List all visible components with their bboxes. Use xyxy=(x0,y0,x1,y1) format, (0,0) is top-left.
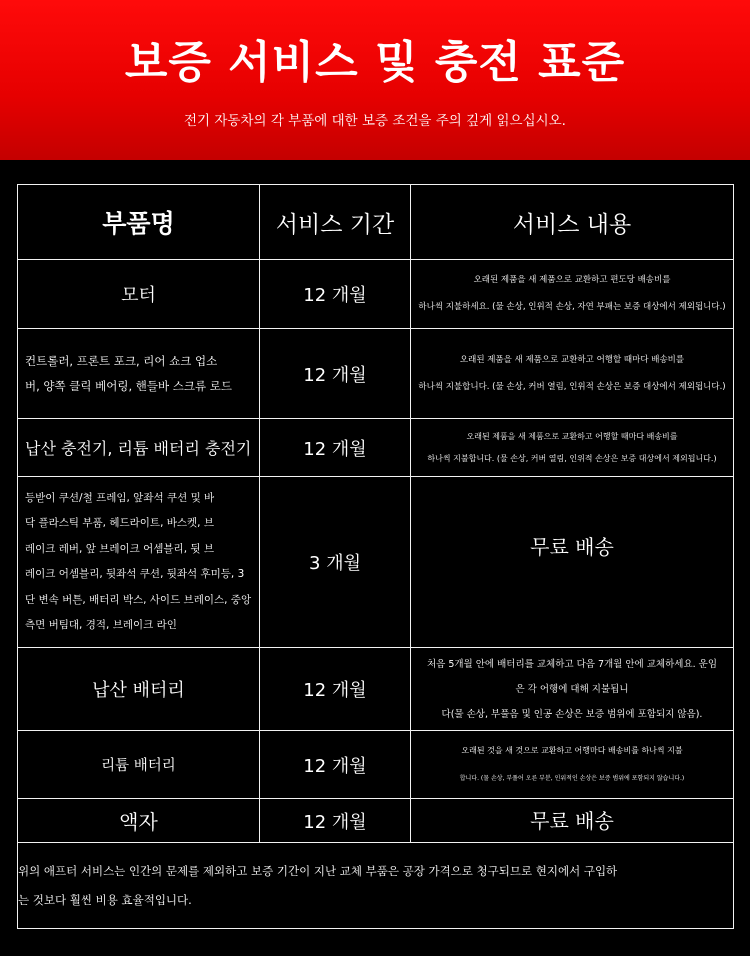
table-row xyxy=(18,648,734,731)
service-content-cell xyxy=(411,731,734,799)
page-subtitle: 전기 자동차의 각 부품에 대한 보증 조건을 주의 깊게 읽으십시오. xyxy=(184,113,566,129)
part-name-line: 리튬 배터리 xyxy=(101,758,176,774)
service-period-cell: 12 개월 xyxy=(260,799,411,843)
table-header-row xyxy=(18,185,734,260)
table-row xyxy=(18,419,734,477)
service-content-cell xyxy=(411,477,734,648)
part-name-line: 납산 충전기, 리튬 배터리 충전기 xyxy=(25,438,252,458)
warranty-table xyxy=(17,184,734,929)
service-content-cell xyxy=(411,260,734,329)
content-line: 다(물 손상, 부풀음 및 인공 손상은 보증 범위에 포함되지 않음). xyxy=(441,708,703,720)
content-line: 오래된 제품을 새 제품으로 교환하고 편도당 배송비를 xyxy=(473,275,671,285)
service-period-cell: 12 개월 xyxy=(260,648,411,731)
table-row xyxy=(18,260,734,329)
content-line: 하나씩 지불합니다. (물 손상, 커버 열림, 인위적 손상은 보증 대상에서 제외됩니다.) xyxy=(427,453,717,463)
part-name-cell xyxy=(18,477,260,648)
content-line: 하나씩 지불하세요. (물 손상, 인위적 손상, 자연 부패는 보증 대상에서 제외됩니다.) xyxy=(418,302,726,312)
part-name-line: 버, 양쪽 클릭 베어링, 핸들바 스크류 로드 xyxy=(25,378,232,393)
content-line: 오래된 제품을 새 제품으로 교환하고 어행할 때마다 배송비를 xyxy=(459,354,685,365)
part-name-line: 측면 버팀대, 경적, 브레이크 라인 xyxy=(25,619,177,631)
service-period-cell: 3 개월 xyxy=(260,477,411,648)
footer-note xyxy=(18,843,734,929)
table-row xyxy=(18,731,734,799)
part-name-cell xyxy=(18,731,260,799)
service-period-cell: 12 개월 xyxy=(260,329,411,419)
part-name-line: 단 변속 버튼, 배터리 박스, 사이드 브레이스, 중앙 xyxy=(25,593,252,606)
content-line: 오래된 것을 새 것으로 교환하고 어행마다 배송비를 하나씩 지불 xyxy=(461,745,683,755)
part-name-line: 등받이 쿠션/철 프레임, 앞좌석 쿠션 및 바 xyxy=(25,491,215,504)
header-service-content: 서비스 내용 xyxy=(411,185,734,260)
part-name-line: 컨트롤러, 프론트 포크, 리어 쇼크 업소 xyxy=(25,353,218,368)
content-line: 은 각 어행에 대해 지불됩니 xyxy=(515,683,629,695)
service-period-cell: 12 개월 xyxy=(260,260,411,329)
part-name-cell xyxy=(18,419,260,477)
content-line: 합니다. (물 손상, 부풀어 오른 부분, 인위적인 손상은 보증 범위에 포함되지 않습니다.) xyxy=(459,774,685,782)
table-row xyxy=(18,799,734,843)
part-name-line: 레이크 어셈블리, 뒷좌석 쿠션, 뒷좌석 후미등, 3 xyxy=(25,568,245,580)
part-name-cell xyxy=(18,329,260,419)
service-content-cell xyxy=(411,329,734,419)
part-name-line: 납산 배터리 xyxy=(92,680,185,701)
service-content-cell xyxy=(411,419,734,477)
content-line: 무료 배송 xyxy=(530,808,614,833)
service-content-cell xyxy=(411,799,734,843)
footer-note-line: 위의 애프터 서비스는 인간의 문제를 제외하고 보증 기간이 지난 교체 부품은 공장 가격으로 청구되므로 현지에서 구입하 xyxy=(18,863,618,878)
part-name-cell xyxy=(18,260,260,329)
service-period-cell: 12 개월 xyxy=(260,731,411,799)
table-row xyxy=(18,329,734,419)
part-name-line: 모터 xyxy=(121,285,156,306)
footer-note-line: 는 것보다 훨씬 비용 효율적입니다. xyxy=(18,892,192,907)
content-line: 하나씩 지불합니다. (물 손상, 커버 열림, 인위적 손상은 보증 대상에서 제외됩니다.) xyxy=(418,381,726,392)
part-name-line: 닥 플라스틱 부품, 헤드라이트, 바스켓, 브 xyxy=(25,517,214,529)
part-name-line: 레이크 레버, 앞 브레이크 어셈블리, 뒷 브 xyxy=(25,542,214,555)
table-footer-row xyxy=(18,843,734,929)
part-name-line: 액자 xyxy=(119,810,158,834)
header-service-period: 서비스 기간 xyxy=(260,185,411,260)
content-line: 무료 배송 xyxy=(530,535,614,559)
content-line: 오래된 제품을 새 제품으로 교환하고 어행할 때마다 배송비를 xyxy=(466,431,678,441)
service-content-cell xyxy=(411,648,734,731)
header-part-name: 부품명 xyxy=(18,185,260,260)
part-name-cell xyxy=(18,799,260,843)
part-name-cell xyxy=(18,648,260,731)
header-banner xyxy=(0,0,750,160)
page-title: 보증 서비스 및 충전 표준 xyxy=(124,37,626,88)
service-period-cell: 12 개월 xyxy=(260,419,411,477)
table-row xyxy=(18,477,734,648)
content-line: 처음 5개월 안에 배터리를 교체하고 다음 7개월 안에 교체하세요. 운임 xyxy=(426,658,718,670)
